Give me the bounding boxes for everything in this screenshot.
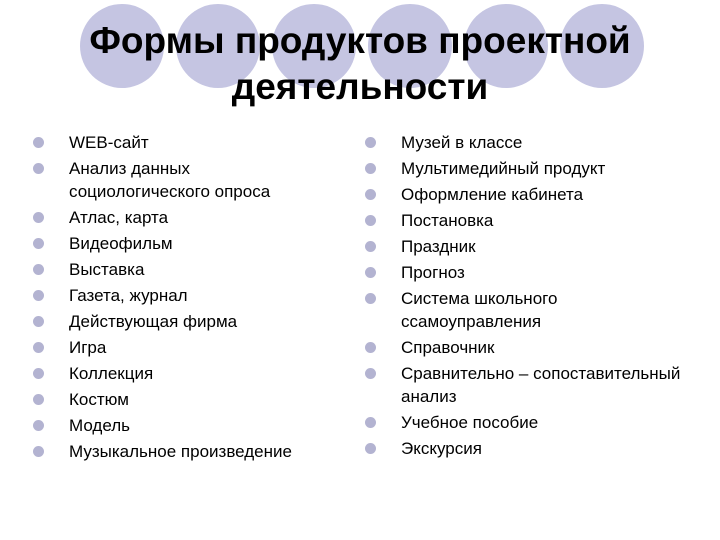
list-item [33,232,333,255]
list-item [365,131,685,154]
list-item-text: Видеофильм [69,234,173,253]
list-item [365,411,685,434]
bullet-icon [365,137,376,148]
list-item-text: Постановка [401,211,494,230]
list-item [33,131,333,154]
list-item-text: Коллекция [69,364,154,383]
list-item-text: Сравнительно – сопоставительный анализ [401,364,681,406]
title-line-2: деятельности [231,66,489,107]
page-title [40,18,680,110]
list-item-text: Атлас, карта [69,208,169,227]
bullet-icon [365,368,376,379]
bullet-icon [33,137,44,148]
list-item-text: Мультимедийный продукт [401,159,606,178]
bullet-icon [365,342,376,353]
bullet-icon [33,342,44,353]
list-item [33,414,333,437]
bullet-icon [33,163,44,174]
list-item-text: Оформление кабинета [401,185,584,204]
list-item [33,440,333,463]
list-item-text: Выставка [69,260,145,279]
bullet-icon [365,417,376,428]
bullet-icon [365,293,376,304]
list-item [33,284,333,307]
list-item-text: Учебное пособие [401,413,539,432]
list-item-text: Музыкальное произведение [69,442,292,461]
bullet-icon [33,420,44,431]
list-item-text: Праздник [401,237,476,256]
list-item-text: Костюм [69,390,129,409]
list-item [365,261,685,284]
list-item-text: Прогноз [401,263,465,282]
list-item [33,206,333,229]
list-item-text: Анализ данных социологического опроса [69,159,271,201]
list-item-text: Игра [69,338,107,357]
list-item-text: WEB-сайт [69,133,149,152]
list-item [33,388,333,411]
list-item [33,336,333,359]
list-item-text: Музей в классе [401,133,523,152]
bullet-icon [365,443,376,454]
list-item [365,183,685,206]
list-item [365,336,685,359]
right-list [365,131,685,463]
list-item-text: Газета, журнал [69,286,188,305]
list-item [365,157,685,180]
bullet-icon [365,163,376,174]
list-item [365,437,685,460]
list-item [365,235,685,258]
bullet-icon [33,316,44,327]
list-item [365,362,685,408]
bullet-icon [365,241,376,252]
list-item [33,258,333,281]
bullet-icon [33,212,44,223]
bullet-icon [365,189,376,200]
list-item [33,362,333,385]
bullet-icon [33,238,44,249]
left-list [33,131,333,466]
list-item-text: Действующая фирма [69,312,238,331]
bullet-icon [365,215,376,226]
list-item-text: Экскурсия [401,439,482,458]
list-item [33,310,333,333]
list-item [365,209,685,232]
bullet-icon [33,368,44,379]
title-line-1: Формы продуктов проектной [89,20,631,61]
list-item-text: Справочник [401,338,495,357]
bullet-icon [33,290,44,301]
bullet-icon [33,394,44,405]
bullet-icon [365,267,376,278]
list-item-text: Модель [69,416,131,435]
bullet-icon [33,264,44,275]
bullet-icon [33,446,44,457]
list-item [365,287,685,333]
list-item [33,157,333,203]
list-item-text: Система школьного ссамоуправления [401,289,558,331]
